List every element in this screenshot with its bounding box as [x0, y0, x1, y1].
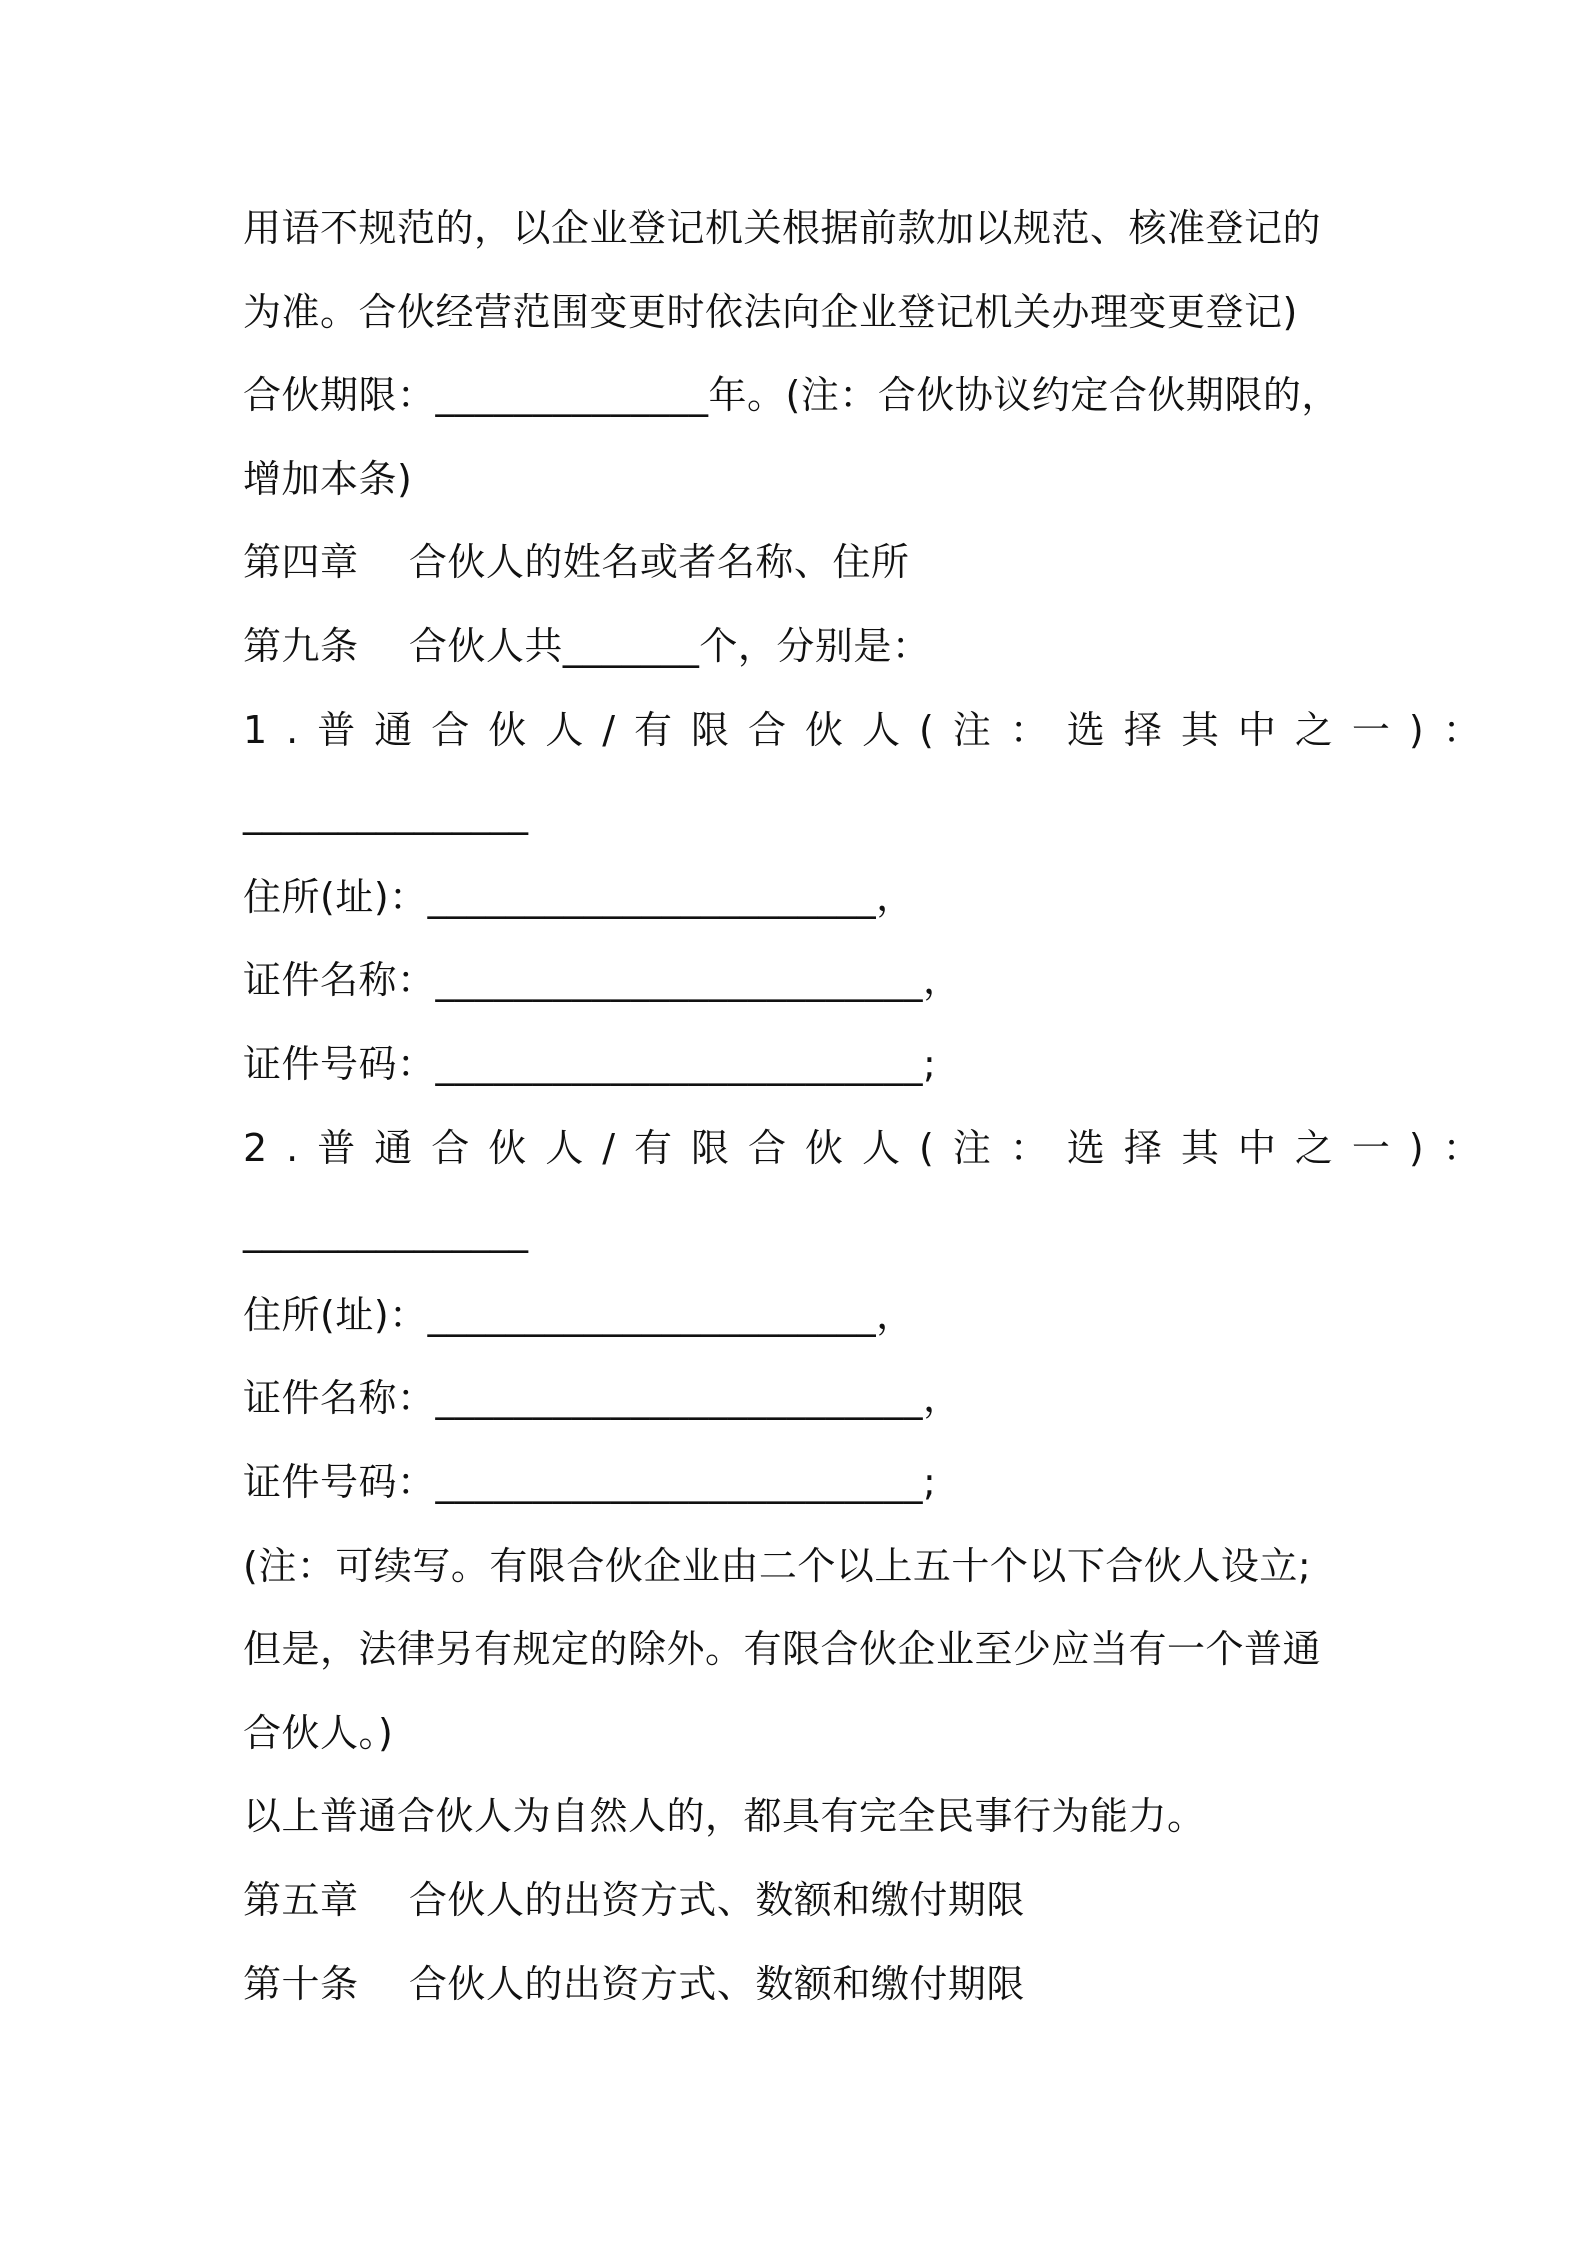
partner-name-blank: _______________ — [243, 791, 528, 835]
paragraph-line: 增加本条) — [243, 457, 413, 501]
paragraph-line: 为准。合伙经营范围变更时依法向企业登记机关办理变更登记) — [243, 290, 1298, 334]
partner-type-line: 2.普通合伙人/有限合伙人(注：选择其中之一)： — [243, 1126, 1500, 1170]
note-line: 但是，法律另有规定的除外。有限合伙企业至少应当有一个普通 — [243, 1627, 1322, 1671]
id-type-field: 证件名称：_________________________， — [243, 958, 962, 1002]
term-line: 合伙期限：______________年。(注：合伙协议约定合伙期限的， — [243, 373, 1340, 417]
chapter-heading: 第五章 合伙人的出资方式、数额和缴付期限 — [243, 1878, 1025, 1922]
paragraph-line: 用语不规范的，以企业登记机关根据前款加以规范、核准登记的 — [243, 206, 1322, 250]
address-field: 住所(址)：_______________________， — [243, 1293, 915, 1337]
paragraph-line: 以上普通合伙人为自然人的，都具有完全民事行为能力。 — [243, 1794, 1206, 1838]
chapter-heading: 第四章 合伙人的姓名或者名称、住所 — [243, 540, 910, 584]
id-type-field: 证件名称：_________________________， — [243, 1376, 962, 1420]
partner-name-blank: _______________ — [243, 1209, 528, 1253]
id-number-field: 证件号码：_________________________; — [243, 1042, 937, 1086]
id-number-field: 证件号码：_________________________; — [243, 1460, 937, 1504]
note-line: (注：可续写。有限合伙企业由二个以上五十个以下合伙人设立; — [243, 1544, 1312, 1588]
address-field: 住所(址)：_______________________， — [243, 875, 915, 919]
article-heading: 第十条 合伙人的出资方式、数额和缴付期限 — [243, 1962, 1025, 2006]
note-line: 合伙人。) — [243, 1711, 394, 1755]
article-heading: 第九条 合伙人共_______个，分别是： — [243, 624, 931, 668]
partner-type-line: 1.普通合伙人/有限合伙人(注：选择其中之一)： — [243, 708, 1500, 752]
